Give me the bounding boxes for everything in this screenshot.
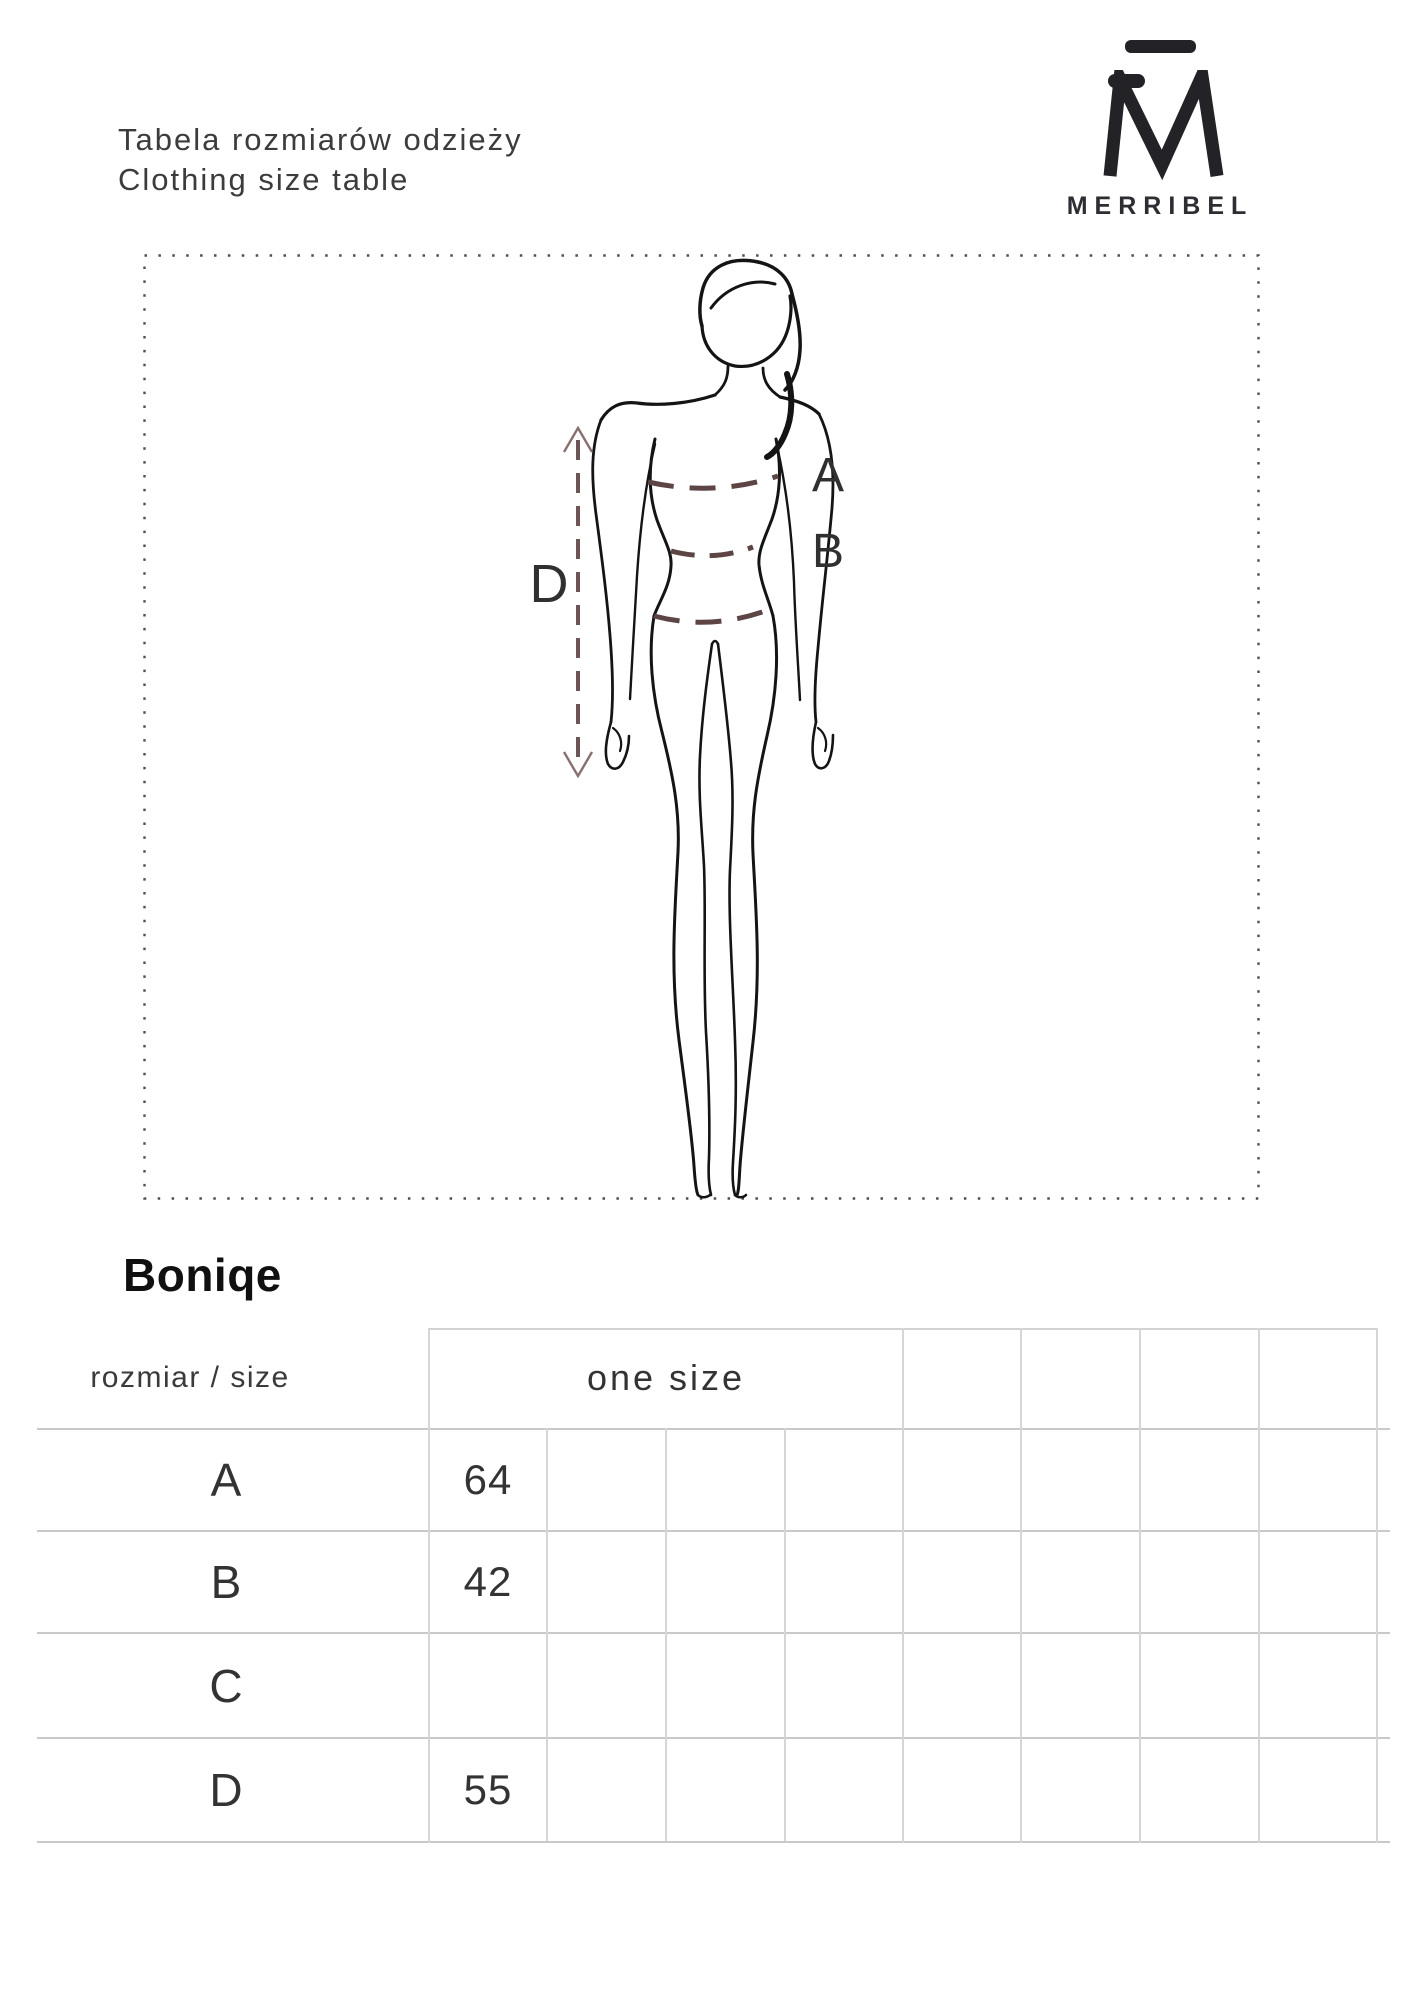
brand-m-logo-icon [1098, 70, 1226, 182]
grid-line [1258, 1328, 1260, 1843]
one-size-header: one size [586, 1357, 746, 1398]
grid-line [784, 1428, 786, 1841]
grid-line [546, 1428, 548, 1841]
bust-label: A [811, 449, 845, 502]
waist-dash-line [671, 547, 753, 556]
brand-name: MERRIBEL [1066, 192, 1254, 220]
grid-line [1139, 1328, 1141, 1843]
height-label: D [529, 554, 569, 614]
grid-line [37, 1841, 1390, 1843]
table-value-a: 64 [463, 1456, 513, 1503]
size-diagram [143, 254, 1260, 1200]
page-title-english: Clothing size table [118, 162, 410, 197]
table-value-d: 55 [463, 1766, 513, 1813]
grid-line [902, 1328, 904, 1843]
logo-bar [1125, 40, 1196, 53]
table-value-b: 42 [463, 1558, 513, 1605]
table-row-label-b: B [210, 1556, 242, 1608]
waist-label: B [811, 525, 845, 578]
table-row-label-a: A [210, 1454, 242, 1506]
page-title-polish: Tabela rozmiarów odzieży [118, 122, 523, 157]
product-name: Boniqe [123, 1249, 282, 1301]
table-row-label-c: C [209, 1659, 243, 1712]
table-value-c [430, 1634, 546, 1737]
table-row-label-d: D [209, 1764, 243, 1816]
body-outline-figure [593, 260, 833, 1197]
grid-line [665, 1428, 667, 1841]
grid-line [1020, 1328, 1022, 1843]
hip-dash-line [654, 610, 768, 622]
bust-dash-line [648, 476, 778, 488]
grid-line [1376, 1328, 1378, 1843]
row-header-label: rozmiar / size [90, 1361, 290, 1394]
